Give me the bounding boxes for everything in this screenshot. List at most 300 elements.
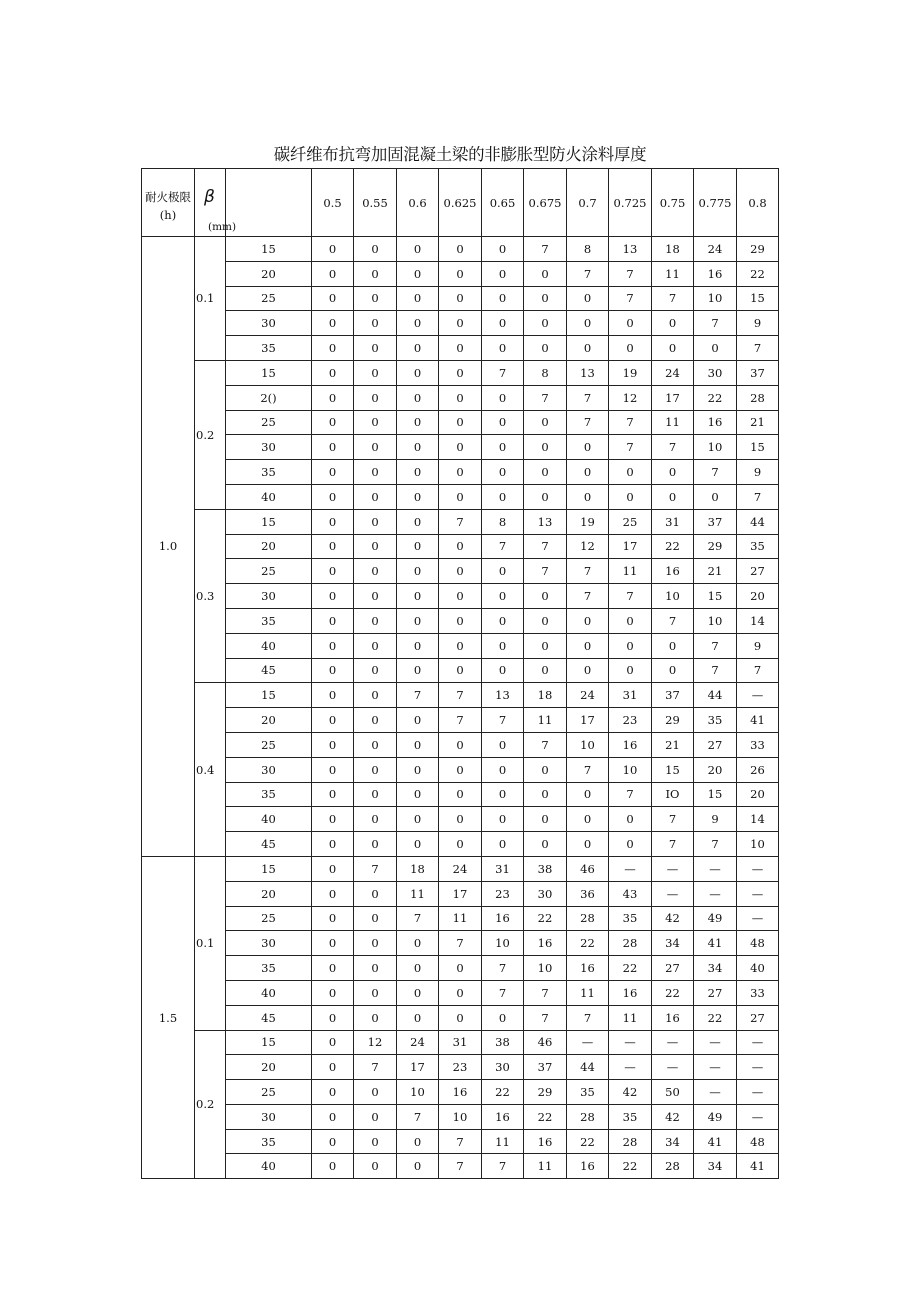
- depth-cell: 45: [226, 832, 312, 857]
- depth-cell: 35: [226, 956, 312, 981]
- thickness-cell: 24: [439, 856, 482, 881]
- thickness-cell: 7: [524, 237, 567, 262]
- thickness-cell: 0: [312, 757, 354, 782]
- thickness-cell: 0: [439, 261, 482, 286]
- thickness-cell: 0: [312, 658, 354, 683]
- thickness-cell: IO: [652, 782, 694, 807]
- thickness-cell: 7: [524, 559, 567, 584]
- column-header: 0.675: [524, 169, 567, 237]
- thickness-cell: —: [694, 881, 737, 906]
- thickness-cell: 7: [694, 311, 737, 336]
- thickness-cell: 44: [694, 683, 737, 708]
- depth-cell: 30: [226, 1104, 312, 1129]
- table-row: [142, 658, 779, 683]
- thickness-cell: 24: [694, 237, 737, 262]
- thickness-cell: 22: [482, 1080, 524, 1105]
- table-row: [142, 633, 779, 658]
- thickness-cell: 33: [737, 980, 779, 1005]
- depth-cell: 25: [226, 732, 312, 757]
- thickness-cell: 7: [609, 782, 652, 807]
- thickness-cell: 49: [694, 1104, 737, 1129]
- thickness-cell: 11: [567, 980, 609, 1005]
- thickness-cell: 0: [354, 286, 397, 311]
- thickness-cell: 0: [609, 484, 652, 509]
- thickness-cell: 41: [694, 1129, 737, 1154]
- thickness-cell: 7: [652, 832, 694, 857]
- table-row: [142, 559, 779, 584]
- thickness-cell: 0: [312, 633, 354, 658]
- thickness-cell: 22: [737, 261, 779, 286]
- thickness-cell: 24: [397, 1030, 439, 1055]
- thickness-cell: 17: [397, 1055, 439, 1080]
- fire-rating-cell: 1.5: [142, 856, 195, 1178]
- thickness-cell: 0: [567, 633, 609, 658]
- depth-cell: 25: [226, 559, 312, 584]
- thickness-cell: 0: [397, 757, 439, 782]
- thickness-cell: 0: [312, 1104, 354, 1129]
- thickness-cell: 0: [439, 286, 482, 311]
- thickness-cell: 22: [567, 1129, 609, 1154]
- column-header: 0.775: [694, 169, 737, 237]
- thickness-cell: 24: [567, 683, 609, 708]
- depth-cell: 25: [226, 1080, 312, 1105]
- thickness-cell: 7: [397, 1104, 439, 1129]
- thickness-cell: —: [737, 881, 779, 906]
- thickness-cell: 8: [524, 360, 567, 385]
- thickness-cell: 7: [482, 956, 524, 981]
- thickness-cell: 0: [354, 980, 397, 1005]
- thickness-cell: 16: [482, 1104, 524, 1129]
- thickness-cell: 0: [482, 336, 524, 361]
- table-row: [142, 683, 779, 708]
- thickness-cell: 0: [482, 484, 524, 509]
- thickness-cell: 46: [524, 1030, 567, 1055]
- thickness-cell: 22: [609, 956, 652, 981]
- table-row: [142, 385, 779, 410]
- thickness-cell: 18: [652, 237, 694, 262]
- table-row: [142, 584, 779, 609]
- thickness-cell: 0: [524, 757, 567, 782]
- thickness-cell: 35: [567, 1080, 609, 1105]
- depth-cell: 35: [226, 782, 312, 807]
- thickness-cell: 0: [609, 832, 652, 857]
- thickness-cell: 0: [312, 534, 354, 559]
- thickness-cell: 0: [312, 1055, 354, 1080]
- thickness-cell: 0: [482, 410, 524, 435]
- thickness-cell: 0: [482, 559, 524, 584]
- fire-rating-header: 耐火极限(h): [142, 169, 195, 237]
- thickness-cell: 28: [737, 385, 779, 410]
- table-row: [142, 881, 779, 906]
- depth-cell: 15: [226, 1030, 312, 1055]
- thickness-cell: 0: [354, 1154, 397, 1179]
- thickness-cell: 0: [567, 460, 609, 485]
- thickness-cell: 9: [737, 311, 779, 336]
- depth-cell: 2(): [226, 385, 312, 410]
- thickness-cell: 31: [439, 1030, 482, 1055]
- thickness-cell: 22: [567, 931, 609, 956]
- thickness-cell: 0: [354, 584, 397, 609]
- thickness-cell: 7: [737, 336, 779, 361]
- thickness-cell: —: [694, 1055, 737, 1080]
- thickness-cell: 0: [397, 980, 439, 1005]
- thickness-cell: 22: [609, 1154, 652, 1179]
- thickness-cell: 10: [567, 732, 609, 757]
- thickness-cell: 7: [652, 807, 694, 832]
- thickness-cell: —: [737, 856, 779, 881]
- thickness-cell: 0: [524, 658, 567, 683]
- table-row: [142, 1104, 779, 1129]
- depth-cell: 35: [226, 460, 312, 485]
- thickness-cell: 38: [524, 856, 567, 881]
- thickness-cell: 27: [694, 732, 737, 757]
- thickness-cell: 16: [694, 261, 737, 286]
- thickness-cell: 0: [482, 807, 524, 832]
- thickness-cell: 0: [312, 336, 354, 361]
- thickness-cell: 0: [354, 1129, 397, 1154]
- thickness-cell: 7: [397, 906, 439, 931]
- thickness-cell: 0: [354, 237, 397, 262]
- table-row: [142, 906, 779, 931]
- unit-header: [208, 169, 312, 237]
- depth-cell: 40: [226, 980, 312, 1005]
- thickness-cell: 0: [397, 956, 439, 981]
- thickness-cell: 11: [652, 261, 694, 286]
- thickness-cell: 0: [439, 832, 482, 857]
- beta-symbol: β: [204, 187, 215, 207]
- table-row: [142, 708, 779, 733]
- thickness-cell: —: [737, 1055, 779, 1080]
- thickness-cell: 14: [737, 807, 779, 832]
- thickness-cell: 7: [694, 633, 737, 658]
- thickness-cell: —: [652, 856, 694, 881]
- thickness-cell: 13: [524, 509, 567, 534]
- thickness-cell: 0: [439, 460, 482, 485]
- thickness-cell: 0: [482, 608, 524, 633]
- thickness-cell: 23: [609, 708, 652, 733]
- thickness-cell: 16: [482, 906, 524, 931]
- thickness-cell: 0: [312, 237, 354, 262]
- unit-label: (mm): [208, 221, 237, 233]
- thickness-cell: 22: [652, 534, 694, 559]
- thickness-cell: 18: [524, 683, 567, 708]
- thickness-cell: 0: [652, 460, 694, 485]
- table-row: [142, 484, 779, 509]
- thickness-cell: 9: [737, 460, 779, 485]
- thickness-cell: 14: [737, 608, 779, 633]
- table-body: [142, 237, 779, 1179]
- thickness-cell: 0: [567, 658, 609, 683]
- thickness-cell: 0: [397, 782, 439, 807]
- thickness-cell: 0: [354, 906, 397, 931]
- depth-cell: 15: [226, 237, 312, 262]
- thickness-cell: 21: [694, 559, 737, 584]
- thickness-cell: 0: [482, 237, 524, 262]
- thickness-cell: 7: [482, 534, 524, 559]
- table-row: [142, 782, 779, 807]
- thickness-cell: 20: [737, 782, 779, 807]
- thickness-cell: 0: [312, 435, 354, 460]
- thickness-cell: 0: [524, 633, 567, 658]
- thickness-cell: 0: [312, 509, 354, 534]
- thickness-cell: 29: [737, 237, 779, 262]
- thickness-cell: 28: [567, 906, 609, 931]
- thickness-cell: 0: [397, 608, 439, 633]
- depth-cell: 40: [226, 633, 312, 658]
- thickness-cell: 18: [397, 856, 439, 881]
- thickness-cell: 17: [567, 708, 609, 733]
- thickness-cell: 0: [652, 658, 694, 683]
- thickness-cell: 34: [694, 1154, 737, 1179]
- thickness-cell: 27: [694, 980, 737, 1005]
- thickness-cell: 7: [609, 584, 652, 609]
- thickness-cell: 13: [567, 360, 609, 385]
- thickness-cell: 0: [397, 410, 439, 435]
- thickness-cell: 0: [609, 311, 652, 336]
- table-row: [142, 1055, 779, 1080]
- thickness-cell: 0: [524, 286, 567, 311]
- thickness-cell: 7: [482, 708, 524, 733]
- thickness-cell: 11: [482, 1129, 524, 1154]
- thickness-cell: 41: [737, 708, 779, 733]
- column-header: 0.725: [609, 169, 652, 237]
- thickness-cell: 29: [694, 534, 737, 559]
- thickness-cell: 42: [652, 1104, 694, 1129]
- thickness-cell: 22: [524, 906, 567, 931]
- thickness-cell: 22: [694, 1005, 737, 1030]
- thickness-cell: 7: [567, 1005, 609, 1030]
- thickness-cell: 24: [652, 360, 694, 385]
- thickness-cell: 28: [609, 1129, 652, 1154]
- thickness-cell: 23: [482, 881, 524, 906]
- thickness-cell: 34: [652, 1129, 694, 1154]
- thickness-cell: 0: [439, 807, 482, 832]
- thickness-cell: 7: [567, 410, 609, 435]
- thickness-cell: 43: [609, 881, 652, 906]
- thickness-cell: 7: [609, 410, 652, 435]
- thickness-cell: 41: [694, 931, 737, 956]
- thickness-cell: 7: [524, 385, 567, 410]
- thickness-cell: 0: [312, 906, 354, 931]
- depth-cell: 20: [226, 534, 312, 559]
- thickness-cell: 17: [652, 385, 694, 410]
- thickness-cell: 29: [652, 708, 694, 733]
- thickness-cell: 12: [354, 1030, 397, 1055]
- thickness-cell: 0: [397, 658, 439, 683]
- thickness-cell: 7: [609, 261, 652, 286]
- thickness-cell: 48: [737, 1129, 779, 1154]
- thickness-cell: 10: [397, 1080, 439, 1105]
- table-row: [142, 832, 779, 857]
- thickness-cell: 20: [694, 757, 737, 782]
- thickness-cell: 7: [354, 1055, 397, 1080]
- table-row: [142, 237, 779, 262]
- table-row: [142, 1154, 779, 1179]
- table-row: [142, 1030, 779, 1055]
- thickness-cell: 0: [397, 336, 439, 361]
- thickness-cell: 0: [567, 311, 609, 336]
- thickness-cell: 15: [652, 757, 694, 782]
- depth-cell: 30: [226, 757, 312, 782]
- thickness-cell: 0: [354, 832, 397, 857]
- thickness-cell: 0: [312, 460, 354, 485]
- depth-cell: 30: [226, 931, 312, 956]
- thickness-cell: 0: [397, 1154, 439, 1179]
- thickness-cell: 0: [354, 807, 397, 832]
- table-row: [142, 980, 779, 1005]
- thickness-cell: 13: [609, 237, 652, 262]
- table-row: [142, 534, 779, 559]
- thickness-cell: 35: [609, 1104, 652, 1129]
- thickness-cell: 0: [524, 460, 567, 485]
- thickness-cell: 0: [354, 460, 397, 485]
- thickness-cell: 12: [609, 385, 652, 410]
- thickness-cell: 0: [439, 658, 482, 683]
- thickness-cell: 7: [609, 435, 652, 460]
- thickness-cell: 16: [567, 956, 609, 981]
- depth-cell: 20: [226, 1055, 312, 1080]
- thickness-cell: 0: [397, 385, 439, 410]
- thickness-cell: 0: [567, 807, 609, 832]
- thickness-cell: 7: [439, 708, 482, 733]
- thickness-cell: 30: [524, 881, 567, 906]
- thickness-cell: 0: [354, 509, 397, 534]
- thickness-cell: 0: [397, 261, 439, 286]
- table-row: [142, 286, 779, 311]
- thickness-cell: 19: [567, 509, 609, 534]
- thickness-cell: 7: [567, 261, 609, 286]
- column-header: 0.7: [567, 169, 609, 237]
- thickness-cell: 42: [652, 906, 694, 931]
- thickness-cell: 0: [312, 1030, 354, 1055]
- thickness-cell: 0: [524, 608, 567, 633]
- thickness-cell: 35: [737, 534, 779, 559]
- thickness-cell: 0: [567, 832, 609, 857]
- thickness-cell: 0: [609, 658, 652, 683]
- thickness-cell: 0: [312, 484, 354, 509]
- thickness-cell: 7: [524, 980, 567, 1005]
- depth-cell: 40: [226, 807, 312, 832]
- thickness-cell: 0: [354, 385, 397, 410]
- thickness-cell: 0: [567, 286, 609, 311]
- beta-cell: 0.4: [195, 683, 226, 857]
- thickness-cell: 0: [312, 286, 354, 311]
- thickness-cell: 0: [524, 261, 567, 286]
- thickness-cell: 0: [439, 311, 482, 336]
- thickness-cell: 0: [397, 708, 439, 733]
- thickness-cell: —: [737, 1104, 779, 1129]
- thickness-cell: 0: [312, 683, 354, 708]
- thickness-cell: 0: [439, 410, 482, 435]
- thickness-cell: 0: [567, 484, 609, 509]
- thickness-cell: —: [609, 1055, 652, 1080]
- thickness-cell: 0: [354, 708, 397, 733]
- thickness-cell: 30: [694, 360, 737, 385]
- thickness-cell: 41: [737, 1154, 779, 1179]
- thickness-cell: 11: [439, 906, 482, 931]
- column-header: 0.8: [737, 169, 779, 237]
- thickness-cell: 7: [609, 286, 652, 311]
- thickness-cell: 7: [652, 286, 694, 311]
- thickness-cell: 0: [482, 435, 524, 460]
- depth-cell: 40: [226, 484, 312, 509]
- thickness-cell: 0: [524, 807, 567, 832]
- thickness-cell: 0: [354, 1080, 397, 1105]
- thickness-cell: 0: [312, 385, 354, 410]
- thickness-cell: 0: [354, 360, 397, 385]
- thickness-cell: 38: [482, 1030, 524, 1055]
- thickness-cell: 0: [354, 683, 397, 708]
- thickness-cell: 31: [482, 856, 524, 881]
- thickness-cell: 0: [354, 658, 397, 683]
- thickness-cell: 28: [652, 1154, 694, 1179]
- thickness-cell: 0: [354, 732, 397, 757]
- thickness-cell: 0: [312, 1080, 354, 1105]
- table-row: [142, 336, 779, 361]
- thickness-cell: 11: [609, 559, 652, 584]
- thickness-cell: 21: [737, 410, 779, 435]
- thickness-cell: 0: [694, 336, 737, 361]
- table-row: [142, 360, 779, 385]
- thickness-cell: 0: [312, 980, 354, 1005]
- thickness-cell: 0: [354, 261, 397, 286]
- thickness-cell: 0: [397, 534, 439, 559]
- thickness-cell: 44: [737, 509, 779, 534]
- depth-cell: 20: [226, 708, 312, 733]
- thickness-cell: 7: [439, 509, 482, 534]
- thickness-cell: 0: [482, 658, 524, 683]
- thickness-cell: 33: [737, 732, 779, 757]
- thickness-cell: 0: [439, 782, 482, 807]
- thickness-cell: 0: [439, 584, 482, 609]
- thickness-cell: 0: [312, 708, 354, 733]
- thickness-cell: 28: [567, 1104, 609, 1129]
- thickness-cell: 27: [652, 956, 694, 981]
- thickness-cell: 16: [694, 410, 737, 435]
- thickness-cell: 0: [439, 608, 482, 633]
- thickness-cell: 0: [439, 732, 482, 757]
- thickness-cell: —: [652, 881, 694, 906]
- thickness-cell: 0: [567, 336, 609, 361]
- fire-rating-cell: 1.0: [142, 237, 195, 857]
- thickness-cell: 0: [524, 336, 567, 361]
- thickness-cell: —: [694, 1030, 737, 1055]
- thickness-cell: 0: [567, 435, 609, 460]
- thickness-cell: 0: [397, 832, 439, 857]
- depth-cell: 30: [226, 311, 312, 336]
- thickness-cell: 11: [524, 708, 567, 733]
- thickness-cell: 0: [312, 410, 354, 435]
- thickness-cell: 0: [439, 757, 482, 782]
- thickness-cell: 7: [567, 385, 609, 410]
- thickness-cell: 28: [609, 931, 652, 956]
- thickness-cell: 0: [312, 881, 354, 906]
- thickness-cell: 0: [439, 336, 482, 361]
- thickness-cell: 7: [737, 484, 779, 509]
- thickness-cell: 0: [354, 336, 397, 361]
- thickness-cell: 0: [354, 782, 397, 807]
- thickness-cell: —: [694, 856, 737, 881]
- thickness-cell: 0: [482, 633, 524, 658]
- thickness-cell: 37: [694, 509, 737, 534]
- thickness-cell: 0: [397, 807, 439, 832]
- thickness-cell: 21: [652, 732, 694, 757]
- thickness-cell: 7: [567, 757, 609, 782]
- thickness-cell: 16: [567, 1154, 609, 1179]
- thickness-cell: 0: [567, 608, 609, 633]
- thickness-cell: —: [609, 856, 652, 881]
- column-header: 0.5: [312, 169, 354, 237]
